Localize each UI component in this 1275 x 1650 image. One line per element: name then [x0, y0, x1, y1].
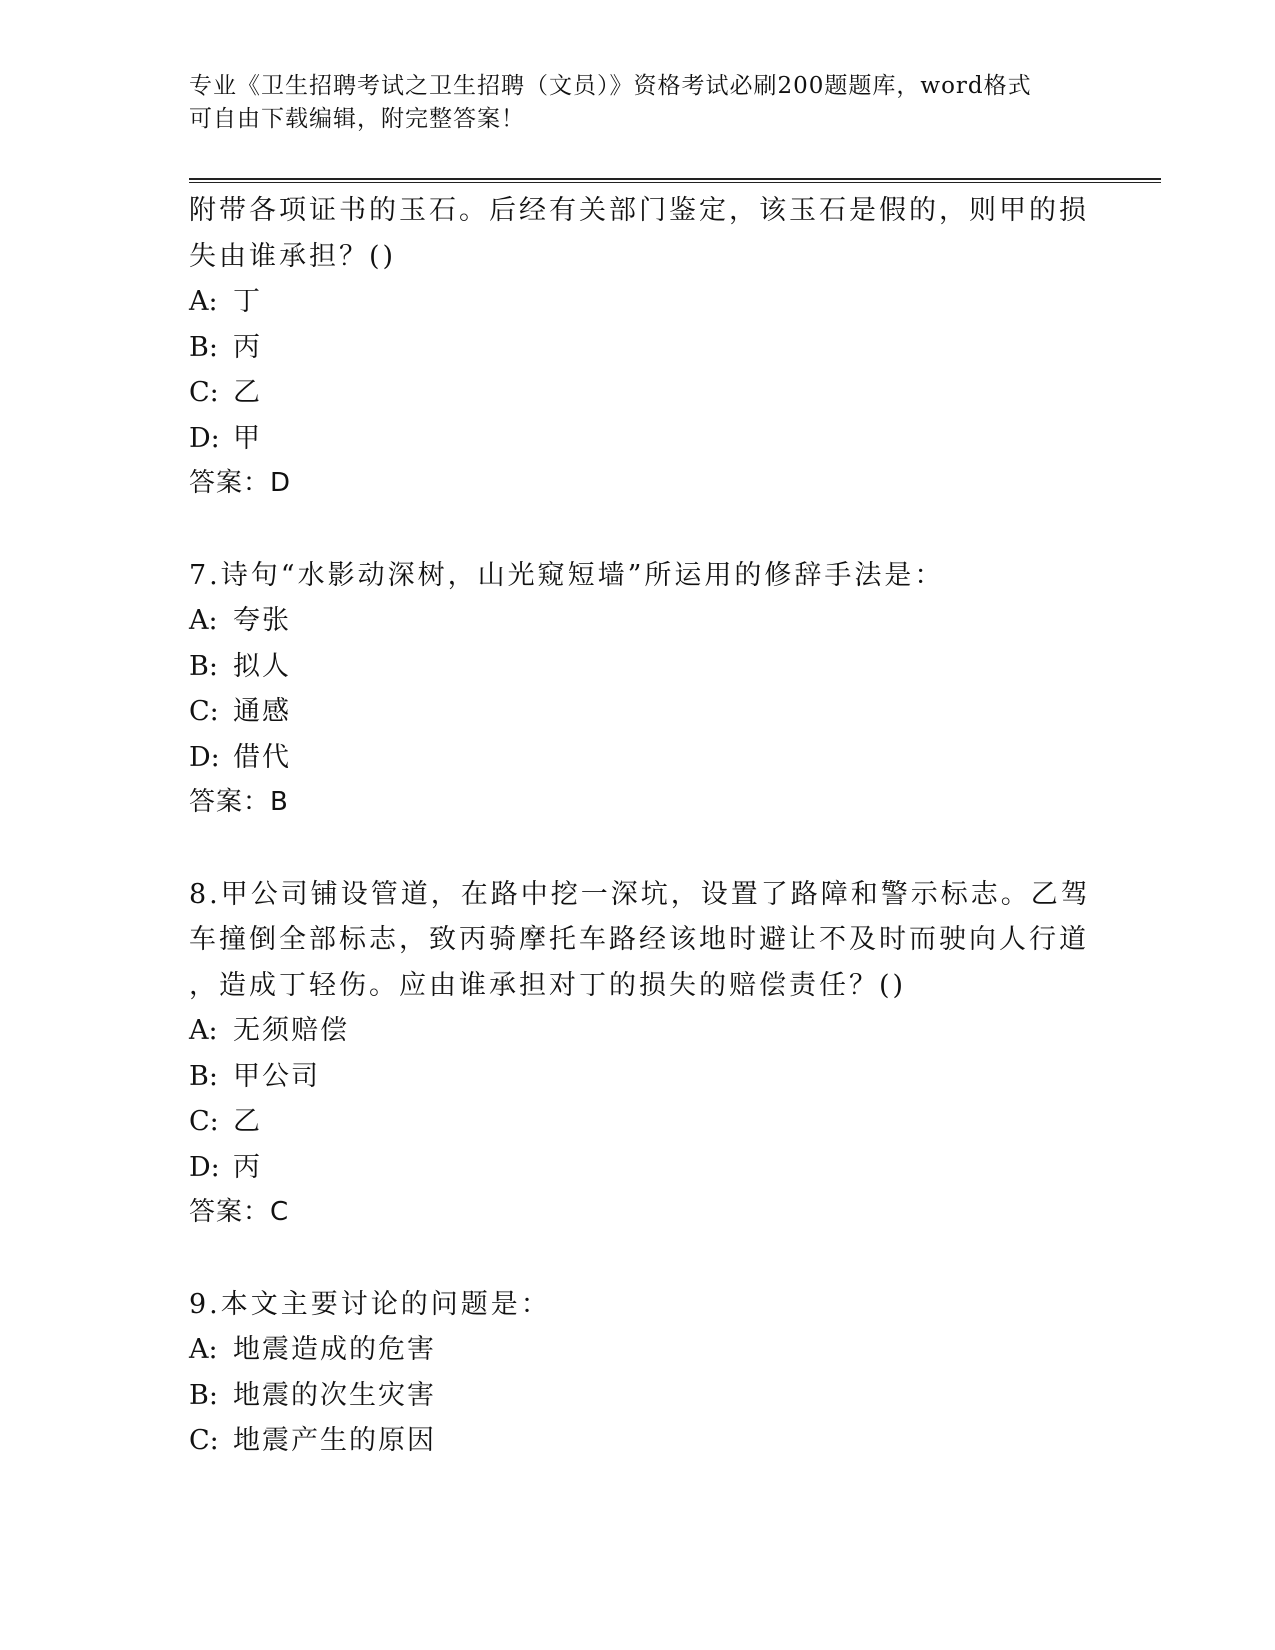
question-text-line: 附带各项证书的玉石。后经有关部门鉴定，该玉石是假的，则甲的损: [189, 195, 1089, 226]
question-list: [189, 188, 1091, 1464]
option-text: 无须赔偿: [233, 1015, 349, 1046]
question-text-line: 失由谁承担？(): [189, 240, 397, 272]
option-d: [189, 1145, 1069, 1191]
option-label: D:: [189, 741, 220, 773]
answer-line: 答案：B: [189, 787, 289, 817]
spacer: [189, 1236, 1069, 1282]
option-text: 乙: [233, 1106, 262, 1137]
option-d: [189, 735, 1069, 781]
option-label: B:: [189, 1060, 218, 1092]
option-label: C:: [189, 377, 219, 408]
option-text: 丙: [233, 1151, 262, 1183]
option-text: 借代: [233, 741, 291, 773]
question-text: [189, 1282, 1069, 1328]
question-text-line: 7.诗句“水影动深树，山光窥短墙”所运用的修辞手法是：: [189, 559, 945, 591]
option-label: B:: [189, 331, 218, 363]
option-label: D:: [189, 1151, 220, 1183]
option-label: C:: [189, 696, 219, 727]
option-c: [189, 370, 1069, 416]
question-text-line: 车撞倒全部标志，致丙骑摩托车路经该地时避让不及时而驶向人行道: [189, 924, 1089, 955]
spacer: [189, 507, 1069, 553]
option-text: 地震产生的原因: [233, 1425, 436, 1456]
option-text: 丁: [233, 286, 262, 317]
option-label: B:: [189, 650, 218, 682]
question-9: [189, 1282, 1069, 1464]
option-text: 甲公司: [233, 1060, 320, 1092]
option-c: [189, 689, 1069, 735]
option-text: 拟人: [233, 650, 291, 682]
question-text-line: 8.甲公司铺设管道，在路中挖一深坑，设置了路障和警示标志。乙驾: [189, 878, 1091, 910]
question-6: [189, 188, 1089, 507]
option-a: [189, 279, 1069, 325]
option-d: [189, 416, 1069, 462]
header-line-1: 专业《卫生招聘考试之卫生招聘（文员）》资格考试必刷200题题库，word格式: [189, 73, 1032, 99]
option-a: [189, 1327, 1069, 1373]
option-c: [189, 1099, 1069, 1145]
spacer: [189, 826, 1069, 872]
question-text-line: ，造成丁轻伤。应由谁承担对丁的损失的赔偿责任？(): [189, 969, 907, 1001]
option-text: 地震造成的危害: [233, 1334, 436, 1365]
option-text: 丙: [233, 331, 262, 363]
option-label: A:: [189, 605, 218, 636]
option-label: A:: [189, 286, 218, 317]
option-b: [189, 1373, 1069, 1419]
option-label: D:: [189, 422, 220, 454]
answer-line: 答案：C: [189, 1197, 290, 1227]
option-label: C:: [189, 1106, 219, 1137]
option-a: [189, 1008, 1069, 1054]
option-label: B:: [189, 1379, 218, 1411]
option-text: 通感: [233, 696, 291, 727]
header-line-2: 可自由下载编辑，附完整答案！: [189, 106, 525, 132]
option-a: [189, 598, 1069, 644]
header-divider-thick: [189, 178, 1161, 180]
question-text: [189, 872, 1091, 1009]
option-text: 地震的次生灾害: [233, 1379, 436, 1411]
question-text-line: 9.本文主要讨论的问题是：: [189, 1288, 551, 1320]
header-divider-thin: [189, 182, 1161, 183]
option-b: [189, 325, 1069, 371]
option-b: [189, 644, 1069, 690]
question-text: [189, 553, 1069, 599]
question-8: [189, 872, 1091, 1236]
document-header: [189, 70, 1089, 136]
option-text: 夸张: [233, 605, 291, 636]
question-7: [189, 553, 1069, 826]
option-text: 甲: [233, 422, 262, 454]
option-label: A:: [189, 1334, 218, 1365]
option-c: [189, 1418, 1069, 1464]
question-text: [189, 188, 1089, 279]
option-label: C:: [189, 1425, 219, 1456]
option-text: 乙: [233, 377, 262, 408]
option-label: A:: [189, 1015, 218, 1046]
option-b: [189, 1054, 1069, 1100]
answer-line: 答案：D: [189, 468, 292, 498]
